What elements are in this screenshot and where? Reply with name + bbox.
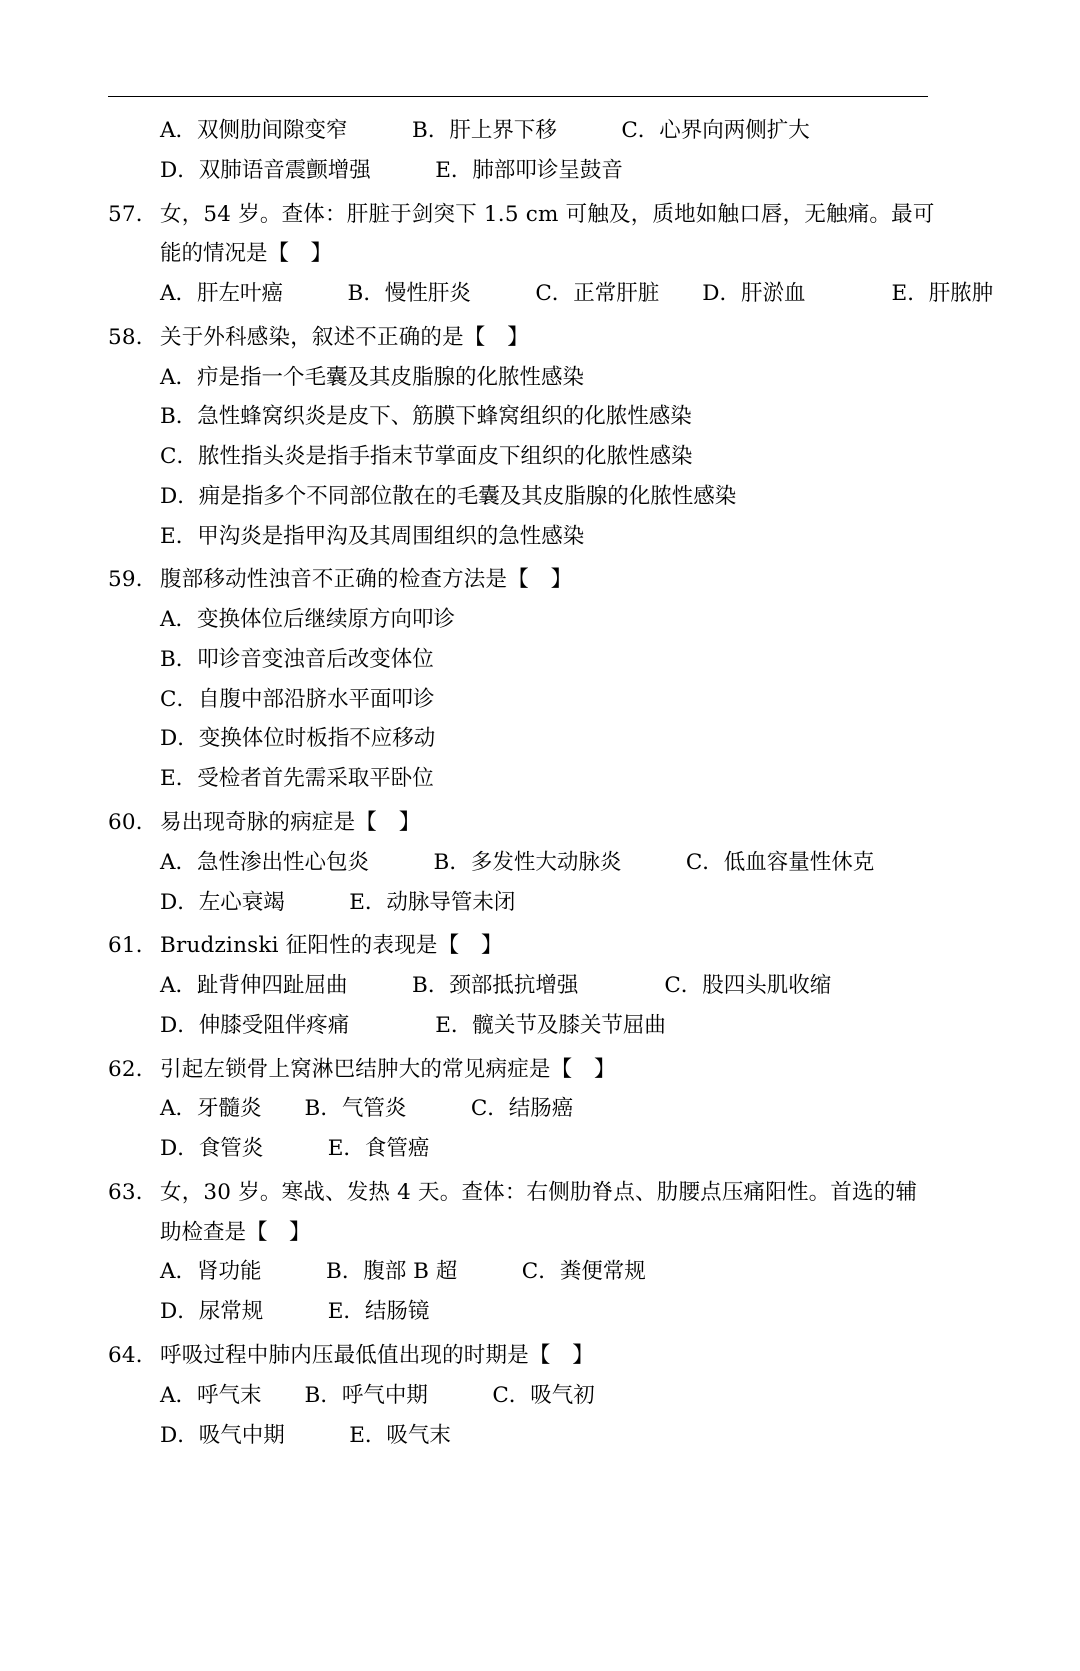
question-number: 61．	[108, 933, 158, 959]
question-number: 57．	[108, 201, 158, 227]
lead-option-line: A．双侧肋间隙变窄 B．肝上界下移 C．心界向两侧扩大	[160, 118, 810, 143]
question-item	[108, 195, 994, 314]
option-line: A．趾背伸四趾屈曲 B．颈部抵抗增强 C．股四头肌收缩	[160, 973, 832, 999]
question-item	[108, 803, 972, 922]
lead-options-block	[108, 111, 972, 191]
question-item	[108, 926, 972, 1045]
option-line: A．肾功能 B．腹部 B 超 C．粪便常规	[160, 1259, 646, 1285]
option-line: C．脓性指头炎是指手指末节掌面皮下组织的化脓性感染	[160, 444, 693, 470]
option-line: D．伸膝受阻伴疼痛 E．髋关节及膝关节屈曲	[160, 1012, 666, 1038]
question-stem-continued: 能的情况是【 】	[160, 241, 333, 267]
question-item	[108, 560, 972, 799]
option-line: A．疖是指一个毛囊及其皮脂腺的化脓性感染	[160, 364, 585, 390]
option-line: D．痈是指多个不同部位散在的毛囊及其皮脂腺的化脓性感染	[160, 483, 737, 509]
option-line: E．受检者首先需采取平卧位	[160, 766, 434, 792]
option-line: E．甲沟炎是指甲沟及其周围组织的急性感染	[160, 523, 585, 549]
question-stem: 女，30 岁。寒战、发热 4 天。查体：右侧肋脊点、肋腰点压痛阳性。首选的辅	[160, 1179, 918, 1205]
option-line: D．变换体位时板指不应移动	[160, 726, 436, 752]
question-stem: Brudzinski 征阳性的表现是【 】	[160, 933, 503, 959]
option-line: C．自腹中部沿脐水平面叩诊	[160, 686, 435, 712]
question-stem: 呼吸过程中肺内压最低值出现的时期是【 】	[160, 1342, 595, 1368]
option-line: B．急性蜂窝织炎是皮下、筋膜下蜂窝组织的化脓性感染	[160, 404, 692, 430]
question-stem: 引起左锁骨上窝淋巴结肿大的常见病症是【 】	[160, 1056, 616, 1082]
question-stem-row	[108, 926, 972, 966]
question-number: 64．	[108, 1342, 158, 1368]
question-item	[108, 318, 972, 557]
question-stem: 易出现奇脉的病症是【 】	[160, 810, 421, 836]
question-number: 60．	[108, 810, 158, 836]
question-stem-row	[108, 1050, 972, 1090]
question-number: 58．	[108, 324, 158, 350]
question-item	[108, 1050, 972, 1169]
lead-option-line: D．双肺语音震颤增强 E．肺部叩诊呈鼓音	[160, 157, 623, 183]
option-line: A．牙髓炎 B．气管炎 C．结肠癌	[160, 1096, 574, 1122]
option-line: D．尿常规 E．结肠镜	[160, 1299, 430, 1325]
question-stem-continued: 助检查是【 】	[160, 1219, 311, 1245]
option-line: A．变换体位后继续原方向叩诊	[160, 607, 456, 633]
option-line: B．叩诊音变浊音后改变体位	[160, 646, 434, 672]
option-line: D．吸气中期 E．吸气末	[160, 1422, 451, 1448]
question-item	[108, 1173, 972, 1332]
question-number: 59．	[108, 567, 158, 593]
question-stem-row	[108, 1336, 972, 1376]
question-stem-row	[108, 1173, 972, 1213]
option-line: D．食管炎 E．食管癌	[160, 1136, 430, 1162]
question-stem: 关于外科感染，叙述不正确的是【 】	[160, 324, 529, 350]
question-item	[108, 1336, 972, 1455]
question-stem-row	[108, 803, 972, 843]
option-line: A．肝左叶癌 B．慢性肝炎 C．正常肝脏 D．肝淤血 E．肝脓肿	[160, 281, 994, 307]
question-number: 63．	[108, 1179, 158, 1205]
option-line: A．呼气末 B．呼气中期 C．吸气初	[160, 1382, 595, 1408]
question-stem-row	[108, 560, 972, 600]
question-stem: 女，54 岁。查体：肝脏于剑突下 1.5 cm 可触及，质地如触口唇，无触痛。最可	[160, 201, 935, 227]
question-stem-row	[108, 318, 972, 358]
question-stem: 腹部移动性浊音不正确的检查方法是【 】	[160, 567, 573, 593]
option-line: A．急性渗出性心包炎 B．多发性大动脉炎 C．低血容量性休克	[160, 849, 875, 875]
question-number: 62．	[108, 1056, 158, 1082]
option-line: D．左心衰竭 E．动脉导管未闭	[160, 889, 516, 915]
question-stem-row	[108, 195, 972, 235]
header-rule	[108, 96, 928, 97]
